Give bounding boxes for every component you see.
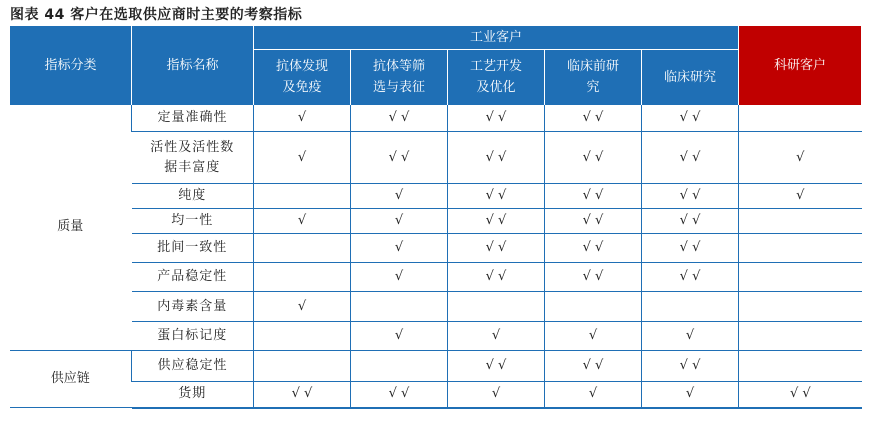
supplier-criteria-table [9, 26, 862, 409]
check-cell: √ √ [642, 351, 739, 382]
check-cell: √ √ [545, 105, 642, 132]
check-cell: √ √ [545, 132, 642, 184]
check-cell: √ √ [448, 351, 545, 382]
check-cell [254, 184, 351, 209]
header-sub-col: 临床前研 究 [545, 50, 642, 105]
check-cell: √ √ [642, 263, 739, 292]
table-row [10, 184, 862, 209]
check-cell: √ [642, 382, 739, 408]
header-category: 指标分类 [10, 26, 132, 105]
header-sub-col: 工艺开发 及优化 [448, 50, 545, 105]
table-row [10, 132, 862, 184]
check-cell: √ [254, 132, 351, 184]
header-sub-col: 抗体发现 及免疫 [254, 50, 351, 105]
category-supply-chain: 供应链 [10, 351, 132, 408]
indicator-name: 批间一致性 [132, 234, 254, 263]
figure-caption: 图表 44 客户在选取供应商时主要的考察指标 [10, 7, 303, 23]
table-row [10, 209, 862, 234]
check-cell: √ [642, 322, 739, 351]
check-cell: √ √ [642, 209, 739, 234]
table-row [10, 351, 862, 382]
check-cell [254, 351, 351, 382]
check-cell: √ √ [448, 234, 545, 263]
indicator-name: 内毒素含量 [132, 292, 254, 322]
check-cell: √ √ [739, 382, 862, 408]
header-industrial-clients: 工业客户 [254, 26, 739, 50]
check-cell: √ √ [351, 105, 448, 132]
check-cell: √ √ [545, 263, 642, 292]
check-cell: √ √ [642, 105, 739, 132]
check-cell: √ √ [642, 234, 739, 263]
header-research-clients: 科研客户 [739, 26, 862, 105]
check-cell [254, 263, 351, 292]
table-row [10, 234, 862, 263]
check-cell [545, 292, 642, 322]
check-cell: √ [448, 382, 545, 408]
check-cell [448, 292, 545, 322]
category-quality: 质量 [10, 105, 132, 351]
check-cell [739, 263, 862, 292]
indicator-name: 纯度 [132, 184, 254, 209]
indicator-name: 产品稳定性 [132, 263, 254, 292]
check-cell: √ [351, 322, 448, 351]
indicator-name: 货期 [132, 382, 254, 408]
check-cell: √ √ [545, 209, 642, 234]
check-cell: √ [254, 209, 351, 234]
check-cell [739, 105, 862, 132]
header-sub-col: 抗体等筛 选与表征 [351, 50, 448, 105]
check-cell [739, 209, 862, 234]
check-cell: √ √ [642, 132, 739, 184]
check-cell: √ √ [448, 263, 545, 292]
check-cell: √ [351, 263, 448, 292]
check-cell: √ [545, 382, 642, 408]
indicator-name: 均一性 [132, 209, 254, 234]
table-row [10, 292, 862, 322]
check-cell: √ [254, 292, 351, 322]
check-cell: √ [254, 105, 351, 132]
check-cell [739, 234, 862, 263]
header-sub-col: 临床研究 [642, 50, 739, 105]
check-cell: √ √ [545, 351, 642, 382]
check-cell: √ √ [448, 209, 545, 234]
check-cell: √ √ [351, 382, 448, 408]
check-cell: √ √ [448, 132, 545, 184]
check-cell: √ √ [351, 132, 448, 184]
check-cell: √ [448, 322, 545, 351]
table-row [10, 263, 862, 292]
check-cell [351, 292, 448, 322]
check-cell: √ [351, 184, 448, 209]
check-cell [642, 292, 739, 322]
table-row [10, 322, 862, 351]
check-cell [254, 322, 351, 351]
check-cell [739, 351, 862, 382]
indicator-name: 活性及活性数 据丰富度 [132, 132, 254, 184]
header-indicator-name: 指标名称 [132, 26, 254, 105]
check-cell [739, 292, 862, 322]
check-cell [254, 234, 351, 263]
check-cell: √ [545, 322, 642, 351]
check-cell: √ √ [448, 184, 545, 209]
check-cell [351, 351, 448, 382]
indicator-name: 供应稳定性 [132, 351, 254, 382]
check-cell: √ √ [448, 105, 545, 132]
check-cell: √ [739, 184, 862, 209]
table-row [10, 382, 862, 408]
check-cell: √ [739, 132, 862, 184]
check-cell: √ √ [545, 184, 642, 209]
check-cell: √ [351, 234, 448, 263]
check-cell [739, 322, 862, 351]
check-cell: √ √ [642, 184, 739, 209]
indicator-name: 蛋白标记度 [132, 322, 254, 351]
indicator-name: 定量准确性 [132, 105, 254, 132]
table-row [10, 105, 862, 132]
check-cell: √ √ [545, 234, 642, 263]
check-cell: √ √ [254, 382, 351, 408]
check-cell: √ [351, 209, 448, 234]
